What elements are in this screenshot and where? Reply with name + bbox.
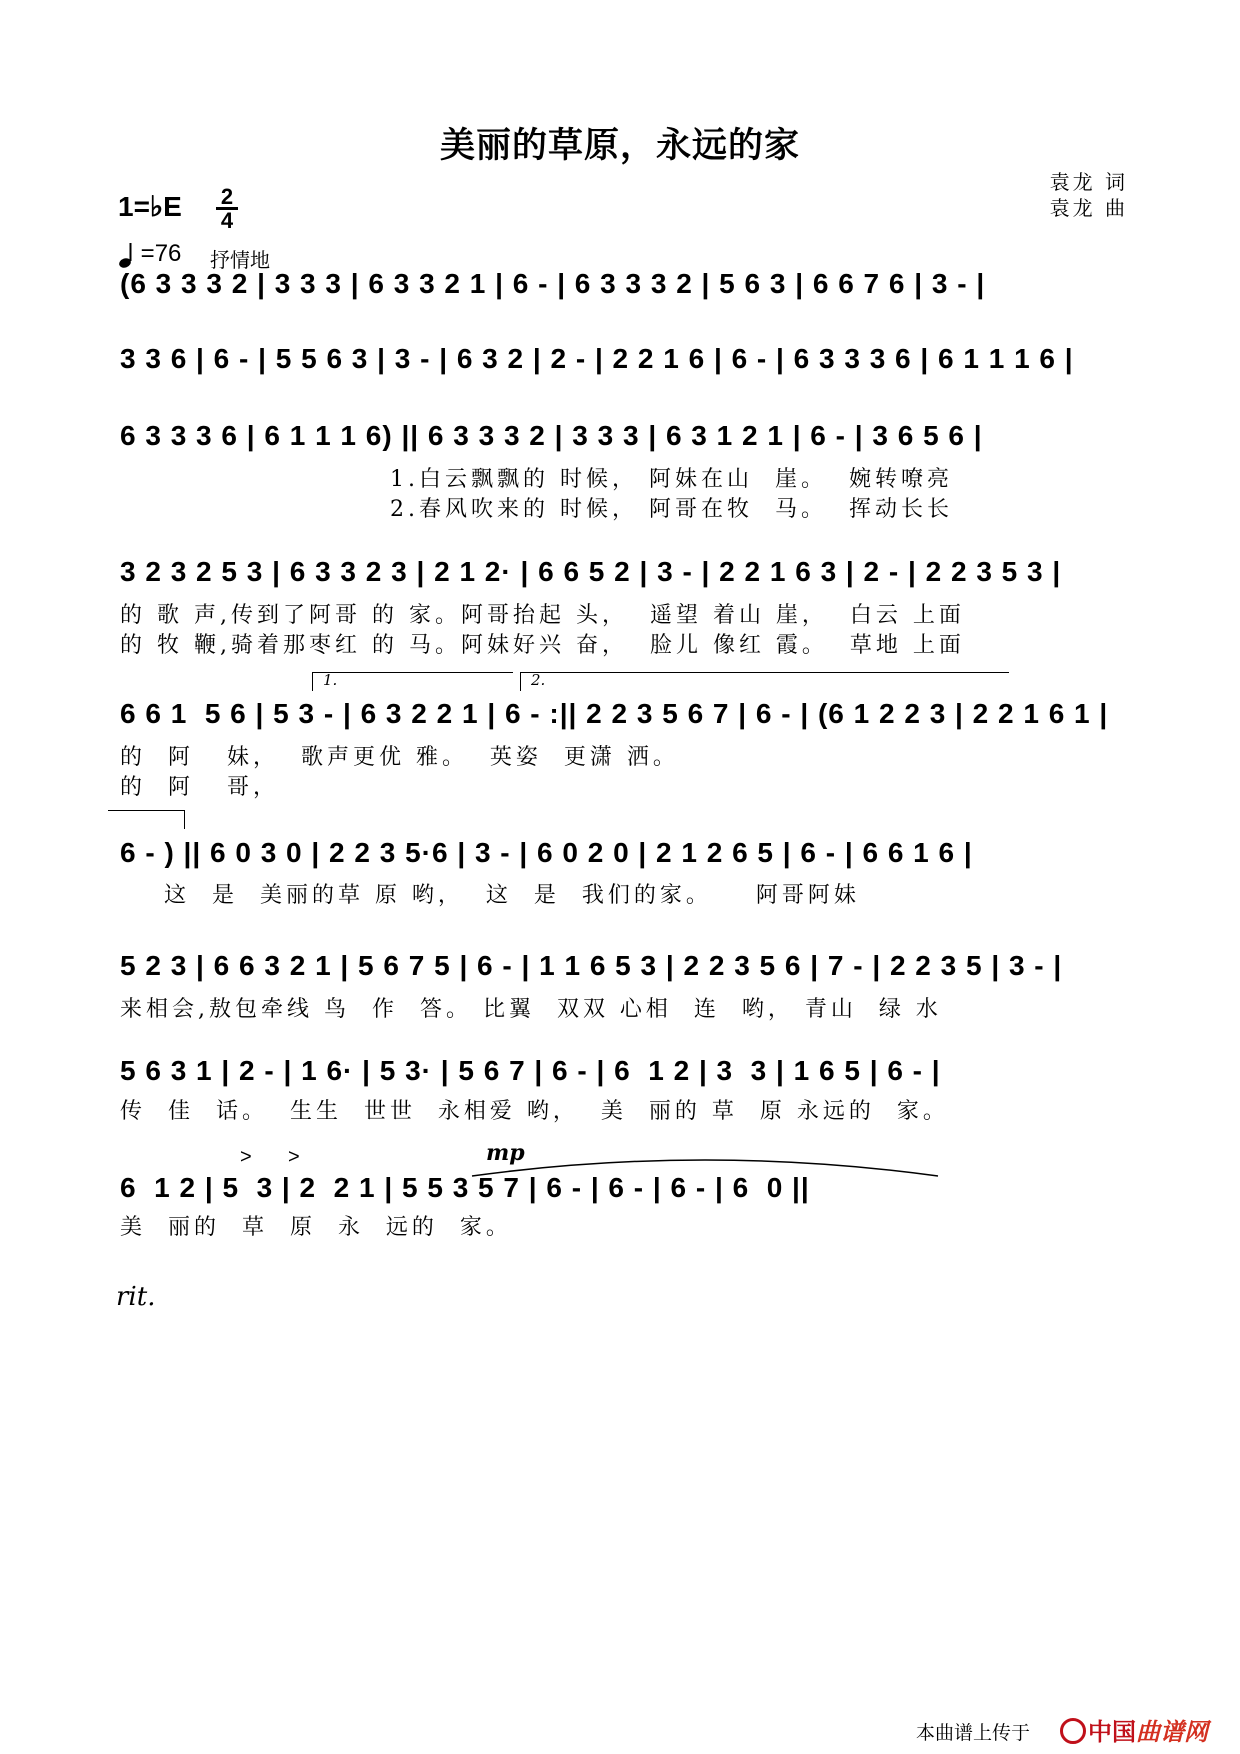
logo-brand-part1: 中国 bbox=[1088, 1718, 1136, 1746]
lyrics-line-5-verse-1: 的 阿 妹， 歌声更优 雅。 英姿 更潇 洒。 bbox=[120, 745, 679, 770]
key-signature: 1=♭E bbox=[118, 191, 182, 222]
ritardando-marking: rit. bbox=[116, 1282, 156, 1312]
lyrics-line-6: 这 是 美丽的草 原 哟， 这 是 我们的家。 阿哥阿妹 bbox=[120, 883, 860, 908]
lyrics-line-5-verse-2: 的 阿 哥， bbox=[120, 775, 279, 800]
lyrics-line-8: 传 佳 话。 生生 世世 永相爱 哟， 美 丽的 草 原 永远的 家。 bbox=[120, 1099, 949, 1124]
music-line-1: (6 3 3 3 2 | 3 3 3 | 6 3 3 2 1 | 6 - | 6 3 3 3 2 | 5 6 3 | 6 6 7 6 | 3 - | bbox=[120, 268, 986, 299]
logo-brand-part2: 曲谱网 bbox=[1136, 1718, 1208, 1746]
music-line-8: 5 6 3 1 | 2 - | 1 6· | 5 3· | 5 6 7 | 6 - | 6 1 2 | 3 3 | 1 6 5 | 6 - | bbox=[120, 1055, 941, 1086]
expression-marking: 抒情地 bbox=[210, 248, 270, 272]
time-signature-bottom: 4 bbox=[220, 208, 234, 233]
music-line-2: 3 3 6 | 6 - | 5 5 6 3 | 3 - | 6 3 2 | 2 - | 2 2 1 6 | 6 - | 6 3 3 3 6 | 6 1 1 1 6 | bbox=[120, 343, 1074, 374]
footer-upload-text: 本曲谱上传于 bbox=[916, 1722, 1031, 1744]
volta-2-label: 2. bbox=[531, 671, 546, 689]
volta-bracket-1 bbox=[312, 672, 513, 691]
accent-mark-1: > bbox=[240, 1146, 252, 1168]
lyrics-line-3-verse-2: 2.春风吹来的 时候， 阿哥在牧 马。 挥动长长 bbox=[390, 497, 953, 522]
music-line-9: 6 1 2 | 5 3 | 2 2 1 | 5 5 3 5 7 | 6 - | 6 - | 6 - | 6 0 || bbox=[120, 1172, 810, 1203]
music-line-6: 6 - ) || 6 0 3 0 | 2 2 3 5·6 | 3 - | 6 0 2 0 | 2 1 2 6 5 | 6 - | 6 6 1 6 | bbox=[120, 837, 973, 868]
lyrics-line-4-verse-1: 的 歌 声,传到了阿哥 的 家。阿哥抬起 头， 遥望 着山 崖， 白云 上面 bbox=[120, 603, 965, 628]
lyrics-line-9: 美 丽的 草 原 永 远的 家。 bbox=[120, 1215, 512, 1240]
site-logo[interactable] bbox=[1060, 1712, 1208, 1747]
time-signature bbox=[216, 186, 238, 231]
quarter-note-icon bbox=[118, 242, 134, 268]
volta-1-label: 1. bbox=[323, 671, 338, 689]
dynamic-marking: mp bbox=[486, 1140, 525, 1166]
volta-bracket-2 bbox=[520, 672, 1009, 691]
volta-bracket-continuation bbox=[108, 810, 185, 829]
music-line-4: 3 2 3 2 5 3 | 6 3 3 2 3 | 2 1 2· | 6 6 5 2 | 3 - | 2 2 1 6 3 | 2 - | 2 2 3 5 3 | bbox=[120, 556, 1062, 587]
lyricist-credit: 袁龙 词 bbox=[1049, 170, 1128, 194]
lyrics-line-4-verse-2: 的 牧 鞭,骑着那枣红 的 马。阿妹好兴 奋， 脸儿 像红 霞。 草地 上面 bbox=[120, 633, 965, 658]
tempo-marking bbox=[118, 240, 181, 268]
music-line-3: 6 3 3 3 6 | 6 1 1 1 6) || 6 3 3 3 2 | 3 3 3 | 6 3 1 2 1 | 6 - | 3 6 5 6 | bbox=[120, 420, 983, 451]
tempo-value: =76 bbox=[140, 240, 182, 267]
lyrics-line-3-verse-1: 1.白云飘飘的 时候， 阿妹在山 崖。 婉转嘹亮 bbox=[390, 467, 953, 492]
composer-credit: 袁龙 曲 bbox=[1049, 196, 1128, 220]
accent-mark-2: > bbox=[288, 1146, 300, 1168]
logo-icon bbox=[1060, 1718, 1086, 1744]
music-line-7: 5 2 3 | 6 6 3 2 1 | 5 6 7 5 | 6 - | 1 1 6 5 3 | 2 2 3 5 6 | 7 - | 2 2 3 5 | 3 - | bbox=[120, 950, 1063, 981]
lyrics-line-7: 来相会,敖包牵线 鸟 作 答。 比翼 双双 心相 连 哟， 青山 绿 水 bbox=[120, 997, 942, 1022]
time-signature-top: 2 bbox=[220, 184, 234, 209]
music-line-5: 6 6 1 5 6 | 5 3 - | 6 3 2 2 1 | 6 - :|| 2 2 3 5 6 7 | 6 - | (6 1 2 2 3 | 2 2 1 6 1 | bbox=[120, 698, 1109, 729]
song-title: 美丽的草原，永远的家 bbox=[439, 125, 800, 166]
